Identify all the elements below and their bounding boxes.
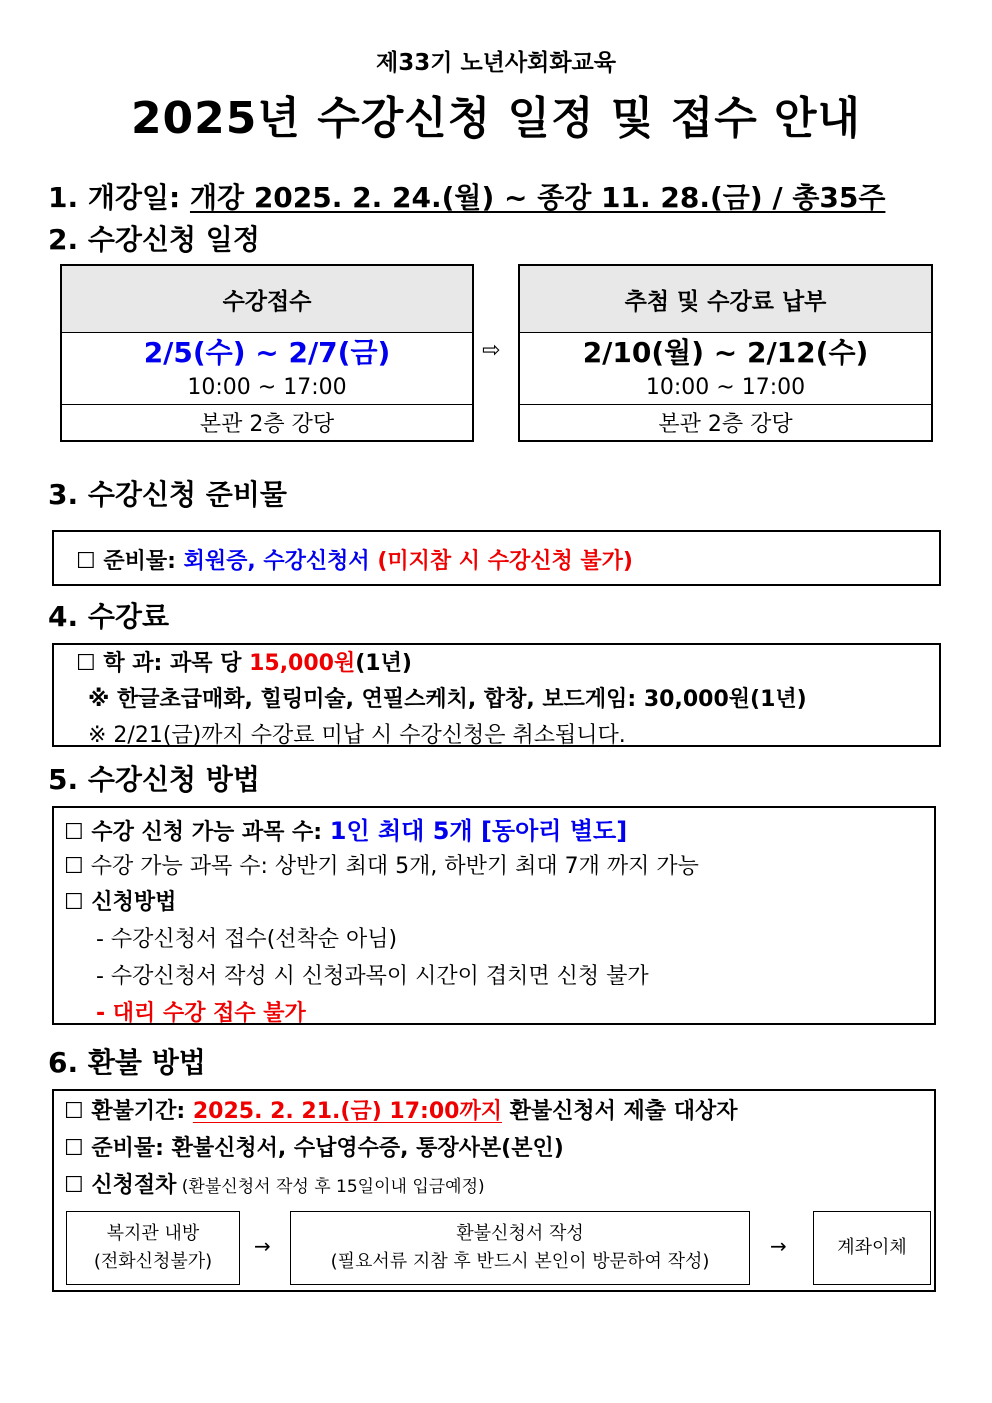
schedule-arrow-icon: ⇨: [482, 338, 501, 363]
schedule-lottery-box: [518, 264, 933, 442]
fee-box: [52, 643, 941, 747]
fee-line-1: [76, 646, 412, 677]
refund-procedure-label: ☐ 신청절차: [64, 1173, 177, 1198]
refund-step-1-note: (전화신청불가): [93, 1251, 213, 1272]
schedule-registration-time: 10:00 ~ 17:00: [187, 374, 347, 400]
fee-label: ☐ 학 과: 과목 당: [76, 651, 250, 676]
refund-step-2: [290, 1211, 750, 1285]
schedule-lottery-time: 10:00 ~ 17:00: [645, 374, 806, 400]
refund-step-2-title: 환불신청서 작성: [456, 1223, 584, 1244]
page-title: 2025년 수강신청 일정 및 접수 안내: [130, 93, 862, 144]
schedule-registration-place: 본관 2층 강당: [62, 404, 472, 440]
section-2-heading: 2. 수강신청 일정: [48, 223, 260, 256]
refund-line-3: [64, 1168, 485, 1199]
section-5-heading: 5. 수강신청 방법: [48, 763, 260, 796]
method-line-1: [64, 811, 627, 846]
refund-procedure-note: (환불신청서 작성 후 15일이내 입금예정): [176, 1177, 485, 1197]
refund-step-3: [813, 1211, 931, 1285]
supplies-items: 회원증, 수강신청서: [183, 549, 370, 574]
refund-step-1: [66, 1211, 240, 1285]
schedule-registration-head: 수강접수: [62, 266, 472, 333]
schedule-lottery-place: 본관 2층 강당: [520, 404, 931, 440]
refund-arrow-2-icon: →: [770, 1234, 787, 1258]
method-line-4: - 수강신청서 접수(선착순 아님): [96, 927, 398, 952]
refund-step-1-title: 복지관 내방: [106, 1223, 200, 1244]
refund-arrow-1-icon: →: [254, 1234, 271, 1258]
supplies-line: [76, 544, 633, 575]
method-limit-label: ☐ 수강 신청 가능 과목 수:: [64, 820, 330, 845]
method-line-5: - 수강신청서 작성 시 신청과목이 시간이 겹치면 신청 불가: [96, 964, 649, 989]
schedule-registration-date: 2/5(수) ~ 2/7(금): [143, 336, 391, 369]
fee-price: 15,000원: [249, 651, 356, 676]
fee-line-2: ※ 한글초급매화, 힐링미술, 연필스케치, 합창, 보드게임: 30,000원(1년): [88, 687, 807, 712]
refund-box: [52, 1089, 936, 1292]
refund-line-1: [64, 1094, 737, 1125]
schedule-lottery-date: 2/10(월) ~ 2/12(수): [582, 336, 869, 369]
refund-step-3-title: 계좌이체: [837, 1237, 907, 1258]
refund-period-label: ☐ 환불기간:: [64, 1099, 193, 1124]
refund-line-2: ☐ 준비물: 환불신청서, 수납영수증, 통장사본(본인): [64, 1136, 564, 1161]
subtitle: 제33기 노년사회화교육: [376, 50, 616, 76]
section-1-label: 1. 개강일:: [48, 181, 190, 214]
section-6-heading: 6. 환불 방법: [48, 1046, 206, 1079]
method-line-2: ☐ 수강 가능 과목 수: 상반기 최대 5개, 하반기 최대 7개 까지 가능: [64, 854, 699, 879]
schedule-registration-box: [60, 264, 474, 442]
section-4-heading: 4. 수강료: [48, 600, 170, 633]
method-box: [52, 806, 936, 1025]
supplies-warning: (미지참 시 수강신청 불가): [377, 549, 633, 574]
course-period: 개강 2025. 2. 24.(월) ~ 종강 11. 28.(금) / 총35주: [189, 181, 886, 214]
supplies-label: ☐ 준비물:: [76, 549, 184, 574]
method-line-6: - 대리 수강 접수 불가: [96, 1001, 306, 1026]
schedule-lottery-head: 추첨 및 수강료 납부: [520, 266, 931, 333]
method-limit-value: 1인 최대 5개 [동아리 별도]: [329, 817, 628, 845]
section-3-heading: 3. 수강신청 준비물: [48, 478, 287, 511]
method-line-3: ☐ 신청방법: [64, 890, 177, 915]
section-1-heading: [48, 176, 885, 216]
fee-line-3: ※ 2/21(금)까지 수강료 미납 시 수강신청은 취소됩니다.: [88, 723, 626, 748]
refund-period: 2025. 2. 21.(금) 17:00까지: [192, 1099, 502, 1124]
refund-target: 환불신청서 제출 대상자: [501, 1099, 738, 1124]
fee-period: (1년): [355, 651, 412, 676]
supplies-box: [52, 530, 941, 586]
refund-step-2-note: (필요서류 지참 후 반드시 본인이 방문하여 작성): [330, 1251, 710, 1272]
